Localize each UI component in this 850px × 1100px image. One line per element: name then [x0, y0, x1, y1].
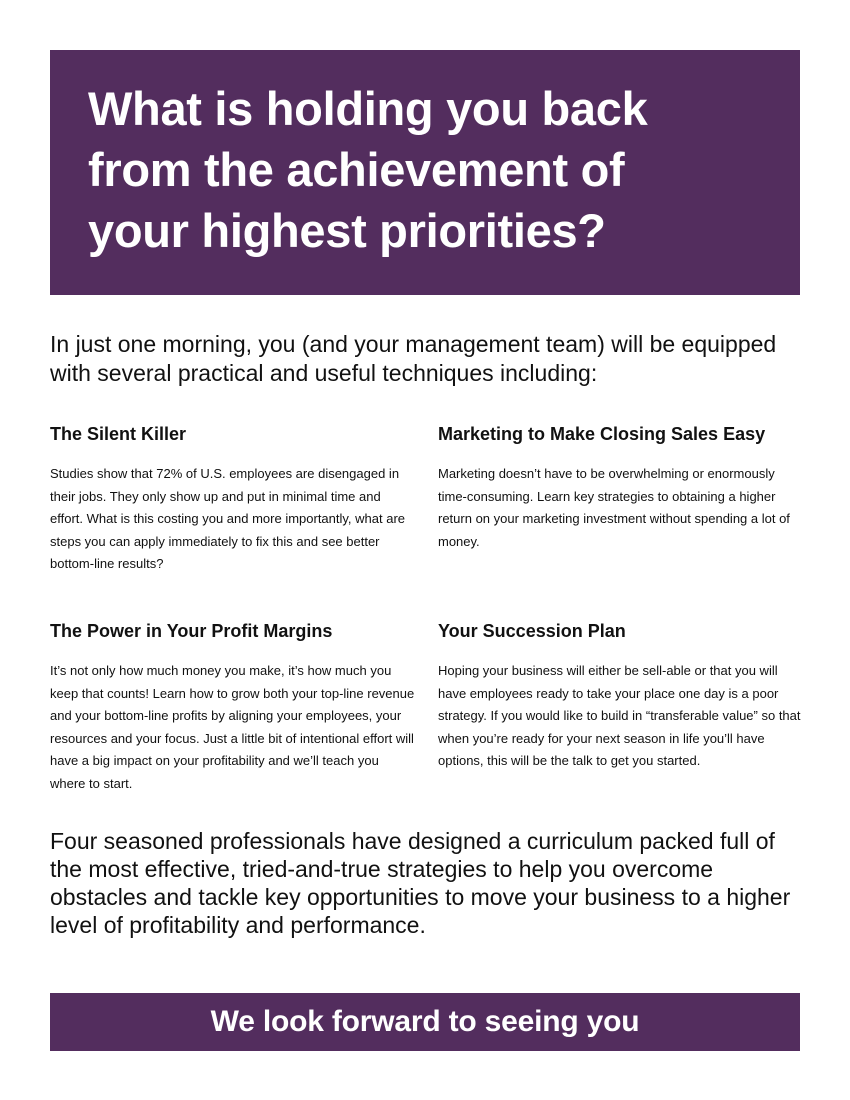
section-body: Hoping your business will either be sell-able or that you will have employees ready to take your place one day is a poor strategy. If you would like to build in “transferable value” so that when you’re ready for your next season in life you’ll have options, this will be the talk to get you started.: [438, 663, 801, 768]
section-succession-plan: [438, 620, 806, 773]
section-marketing: [438, 423, 803, 553]
section-title: The Silent Killer: [50, 424, 187, 444]
section-title: Marketing to Make Closing Sales Easy: [438, 424, 766, 444]
section-body: Studies show that 72% of U.S. employees are disengaged in their jobs. They only show up and put in minimal time and effort. What is this costing you and more importantly, what are steps you can apply immediately to fix this and see better bottom-line results?: [50, 466, 406, 571]
footer-tagline: We look forward to seeing you: [210, 1005, 640, 1038]
footer-banner: [50, 993, 800, 1051]
hero-banner: [50, 50, 800, 295]
section-profit-margins: [50, 620, 415, 795]
section-title: Your Succession Plan: [438, 621, 626, 641]
section-title: The Power in Your Profit Margins: [50, 621, 333, 641]
intro-paragraph: In just one morning, you (and your management team) will be equipped with several practical and useful techniques including:: [50, 331, 777, 386]
closing-paragraph: Four seasoned professionals have designed a curriculum packed full of the most effective, tried-and-true strategies to help you overcome obstacles and tackle key opportunities to move your business to a higher level of profitability and performance.: [50, 828, 791, 938]
section-body: Marketing doesn’t have to be overwhelming or enormously time-consuming. Learn key strategies to obtaining a higher return on your marketing investment without spending a lot of money.: [438, 466, 790, 549]
section-silent-killer: [50, 423, 415, 576]
hero-headline: What is holding you back from the achievement of your highest priorities?: [88, 82, 648, 257]
section-body: It’s not only how much money you make, it’s how much you keep that counts! Learn how to grow both your top-line revenue and your bottom-line profits by aligning your employees, your resources and your focus. Just a little bit of intentional effort will have a big impact on your profitability and we’ll teach you where to start.: [50, 663, 415, 791]
